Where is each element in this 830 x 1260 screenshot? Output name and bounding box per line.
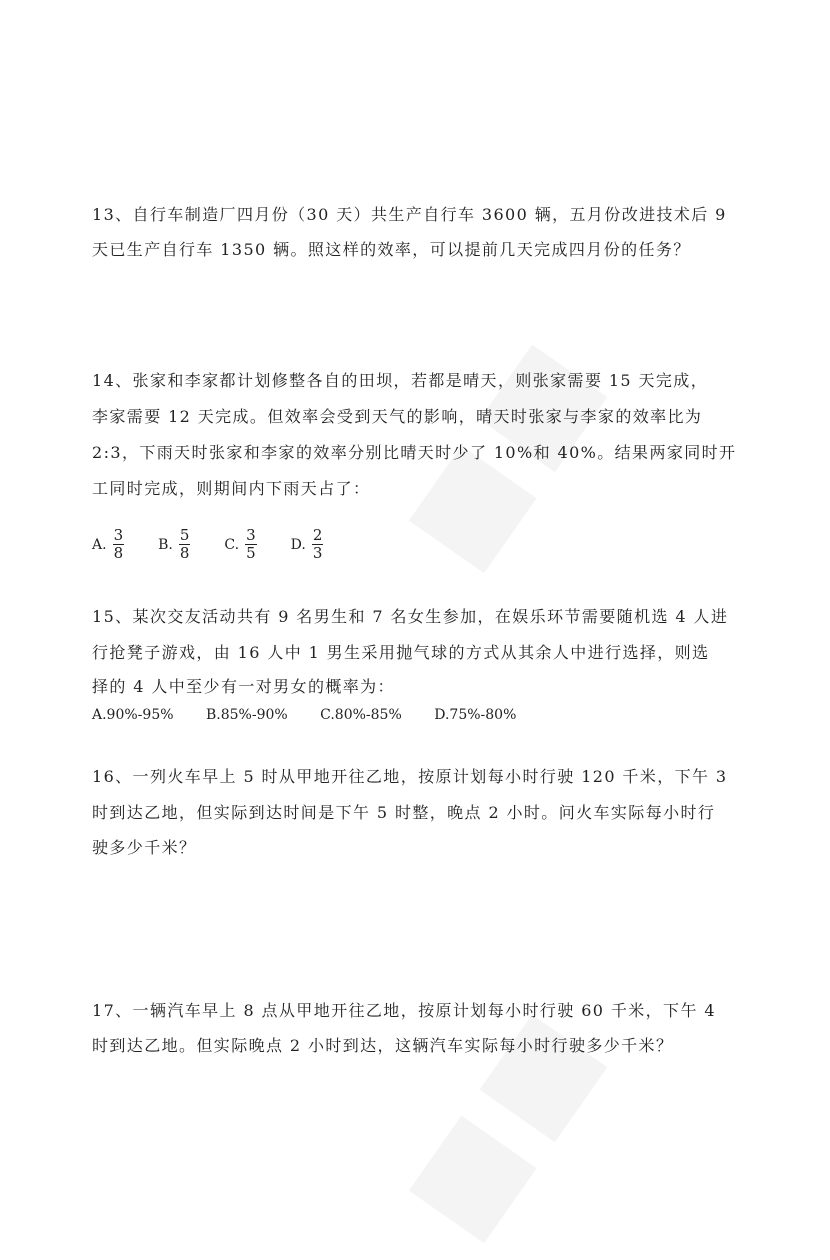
denominator: 8	[179, 544, 190, 562]
question-text-line: 2:3，下雨天时张家和李家的效率分别比晴天时少了 10%和 40%。结果两家同时开	[92, 443, 737, 462]
denominator: 3	[312, 544, 323, 562]
fraction	[245, 527, 257, 562]
numerator: 3	[246, 526, 256, 544]
option-c: C.80%-85%	[320, 707, 402, 723]
fraction	[312, 527, 324, 562]
option-b: B.85%-90%	[205, 707, 288, 723]
numerator: 3	[113, 526, 124, 544]
denominator: 5	[246, 544, 256, 562]
question-text-line: 13、自行车制造厂四月份（30 天）共生产自行车 3600 辆，五月份改进技术后 9	[92, 205, 727, 224]
option-label: A.	[92, 536, 107, 553]
question-text-line: 工同时完成，则期间内下雨天占了：	[92, 479, 371, 498]
question-text-line: 时到达乙地。但实际晚点 2 小时到达，这辆汽车实际每小时行驶多少千米？	[92, 1036, 674, 1055]
option-a: A.90%-95%	[92, 707, 174, 723]
option-label: C.	[224, 536, 240, 553]
option-c	[224, 527, 256, 562]
option-label: B.	[158, 536, 173, 553]
option-d	[291, 527, 324, 562]
question-text-line: 14、张家和李家都计划修整各自的田坝，若都是晴天，则张家需要 15 天完成，	[92, 371, 709, 390]
numerator: 5	[179, 526, 190, 544]
question-text-line: 15、某次交友活动共有 9 名男生和 7 名女生参加，在娱乐环节需要随机选 4 人进	[92, 607, 729, 626]
question-text-line: 17、一辆汽车早上 8 点从甲地开往乙地，按原计划每小时行驶 60 千米，下午 4	[92, 1001, 716, 1020]
numerator: 2	[312, 526, 323, 544]
answer-options	[92, 707, 544, 723]
question-text-line: 16、一列火车早上 5 时从甲地开往乙地，按原计划每小时行驶 120 千米，下午 3	[92, 767, 728, 786]
answer-options	[92, 527, 323, 562]
fraction	[179, 527, 191, 562]
option-a	[92, 527, 124, 562]
question-text-line: 李家需要 12 天完成。但效率会受到天气的影响，晴天时张家与李家的效率比为	[92, 407, 703, 426]
question-text-line: 择的 4 人中至少有一对男女的概率为：	[92, 677, 395, 696]
option-label: D.	[290, 536, 306, 553]
question-text-line: 天已生产自行车 1350 辆。照这样的效率，可以提前几天完成四月份的任务？	[92, 240, 691, 259]
option-b	[158, 527, 190, 562]
option-d: D.75%-80%	[434, 707, 517, 723]
fraction	[113, 527, 125, 562]
question-text-line: 时到达乙地，但实际到达时间是下午 5 时整，晚点 2 小时。问火车实际每小时行	[92, 803, 716, 822]
denominator: 8	[113, 544, 124, 562]
question-text-line: 行抢凳子游戏，由 16 人中 1 男生采用抛气球的方式从其余人中进行选择，则选	[92, 643, 710, 662]
question-text-line: 驶多少千米？	[92, 838, 197, 857]
